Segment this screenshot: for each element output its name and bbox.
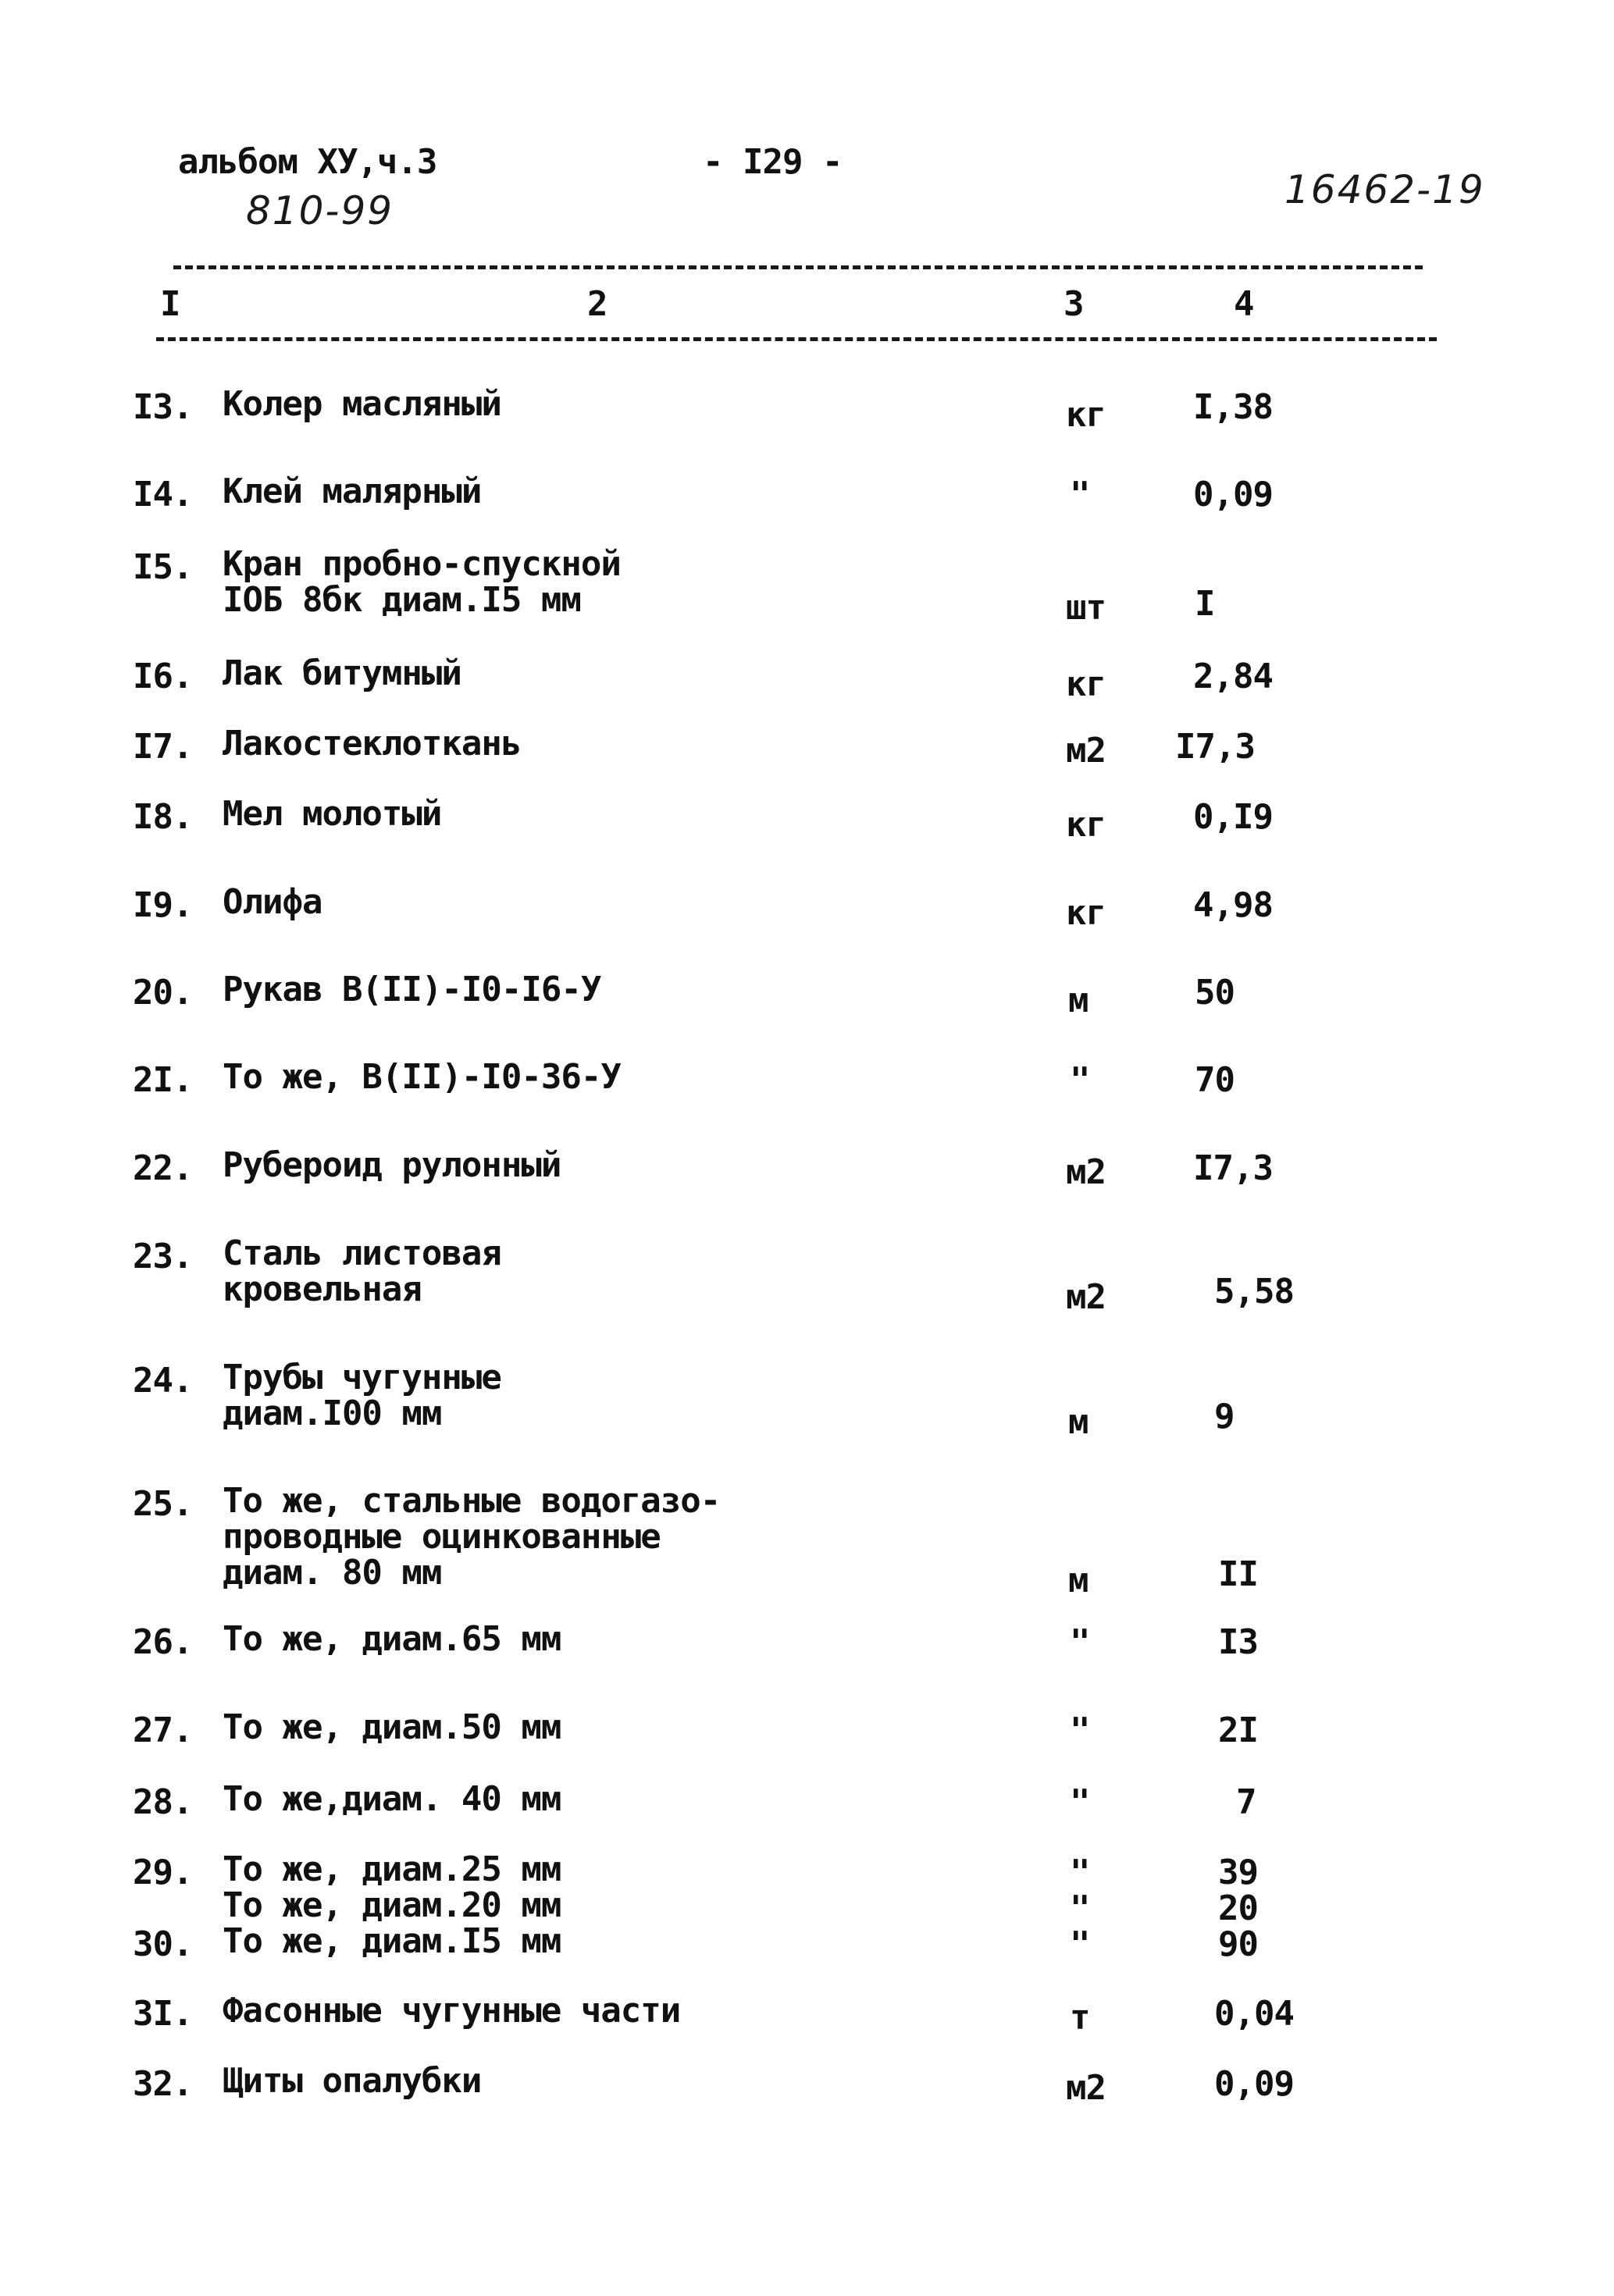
row-description <box>223 474 481 510</box>
row-description-line: диам. 80 мм <box>223 1553 442 1593</box>
row-unit: м2 <box>1066 1152 1106 1192</box>
row-number: 23. <box>133 1237 193 1276</box>
row-quantity: 0,09 <box>1193 475 1273 514</box>
column-header-3: 3 <box>1064 284 1084 324</box>
row-quantity: 2I <box>1218 1710 1258 1750</box>
column-header-1: I <box>160 284 180 324</box>
row-number: 27. <box>133 1710 193 1750</box>
column-header-2: 2 <box>587 284 607 324</box>
row-description-line: То же, диам.65 мм <box>223 1619 561 1659</box>
column-header-4: 4 <box>1234 284 1254 324</box>
row-unit: кг <box>1066 395 1106 435</box>
row-number: 2I. <box>133 1060 193 1100</box>
row-description-line: Сталь листовая <box>223 1233 501 1273</box>
handwritten-code-right: 16462-19 <box>1284 167 1485 212</box>
row-description <box>223 546 621 618</box>
row-unit: " <box>1070 1060 1090 1100</box>
row-description-line: кровельная <box>223 1269 422 1309</box>
row-description-line: Олифа <box>223 882 322 922</box>
row-quantity: 2,84 <box>1193 657 1273 696</box>
row-description <box>223 386 501 422</box>
row-unit: т <box>1070 1998 1090 2038</box>
row-unit: м <box>1068 981 1088 1020</box>
row-number: I9. <box>133 885 193 925</box>
row-description <box>223 1707 561 1747</box>
row-description <box>223 1145 561 1185</box>
row-description-line: Клей малярный <box>223 472 482 511</box>
row-quantity: II <box>1218 1554 1258 1594</box>
row-number: 32. <box>133 2064 193 2104</box>
row-quantity: 5,58 <box>1214 1272 1294 1312</box>
row-description-line: диам.I00 мм <box>223 1394 442 1433</box>
row-number: I6. <box>133 657 193 696</box>
row-description <box>223 1360 501 1432</box>
row-quantity: I <box>1195 584 1215 624</box>
row-number: I5. <box>133 547 193 587</box>
row-description-line: Лакостеклоткань <box>223 724 522 764</box>
row-description-line: Щиты опалубки <box>223 2061 482 2101</box>
handwritten-code-left: 810-99 <box>246 188 394 233</box>
row-description-line: То же, диам.I5 мм <box>223 1921 561 1961</box>
row-unit: м2 <box>1066 1277 1106 1317</box>
row-quantity: 0,I9 <box>1193 797 1273 837</box>
row-number: 22. <box>133 1148 193 1188</box>
row-unit: " <box>1070 1853 1090 1892</box>
row-description-line: То же, В(II)-I0-36-У <box>223 1057 621 1097</box>
row-unit: кг <box>1066 664 1106 704</box>
header-top-rule <box>173 265 1423 269</box>
row-description-line: То же,диам. 40 мм <box>223 1779 561 1819</box>
row-quantity: 50 <box>1195 973 1235 1013</box>
row-unit: шт <box>1066 588 1106 628</box>
row-quantity: I7,3 <box>1175 727 1255 767</box>
row-quantity: 20 <box>1218 1888 1258 1928</box>
row-description <box>223 1779 561 1819</box>
row-quantity: 0,04 <box>1214 1994 1294 2034</box>
row-unit: м2 <box>1066 2068 1106 2108</box>
row-description <box>223 1885 561 1925</box>
row-description <box>223 1993 680 2029</box>
row-description <box>223 1233 501 1309</box>
row-unit: м2 <box>1066 731 1106 771</box>
row-description-line: Трубы чугунные <box>223 1358 501 1397</box>
row-unit: м <box>1068 1561 1088 1600</box>
row-number: I4. <box>133 475 193 514</box>
row-number: 29. <box>133 1853 193 1892</box>
row-quantity: 7 <box>1236 1782 1256 1822</box>
row-number: 28. <box>133 1782 193 1822</box>
row-description <box>223 726 521 762</box>
row-description <box>223 1921 561 1961</box>
row-number: 24. <box>133 1361 193 1401</box>
row-description <box>223 2063 481 2099</box>
row-description-line: То же, стальные водогазо- <box>223 1481 721 1521</box>
row-quantity: 0,09 <box>1214 2064 1294 2104</box>
row-description-line: Колер масляный <box>223 384 501 424</box>
row-description-line: Кран пробно-спускной <box>223 544 621 584</box>
row-number: 20. <box>133 973 193 1013</box>
row-number: I3. <box>133 387 193 427</box>
row-description <box>223 1849 561 1889</box>
row-number: 3I. <box>133 1994 193 2034</box>
row-quantity: I7,3 <box>1193 1148 1273 1188</box>
row-description-line: То же, диам.20 мм <box>223 1885 561 1925</box>
row-unit: " <box>1070 1924 1090 1964</box>
row-unit: кг <box>1066 893 1106 933</box>
row-description-line: IOБ 8бк диам.I5 мм <box>223 580 581 620</box>
row-number: I7. <box>133 727 193 767</box>
row-description-line: Рукав В(II)-I0-I6-У <box>223 970 601 1009</box>
row-unit: " <box>1070 1622 1090 1662</box>
page-number: - I29 - <box>703 142 843 182</box>
row-description-line: То же, диам.50 мм <box>223 1707 561 1747</box>
row-description <box>223 1059 621 1095</box>
row-description-line: Фасонные чугунные части <box>223 1991 681 2031</box>
row-number: 25. <box>133 1484 193 1524</box>
row-description <box>223 972 600 1008</box>
row-unit: " <box>1070 1782 1090 1822</box>
row-quantity: I3 <box>1218 1622 1258 1662</box>
row-description-line: проводные оцинкованные <box>223 1517 661 1557</box>
row-number: I8. <box>133 797 193 837</box>
album-reference: альбом ХУ,ч.3 <box>178 142 437 182</box>
row-description-line: Рубероид рулонный <box>223 1145 561 1185</box>
row-description-line: То же, диам.25 мм <box>223 1849 561 1889</box>
row-unit: кг <box>1066 805 1106 845</box>
row-quantity: 70 <box>1195 1060 1235 1100</box>
header-bottom-rule <box>156 337 1437 341</box>
row-quantity: 39 <box>1218 1853 1258 1892</box>
row-description-line: Мел молотый <box>223 794 442 834</box>
row-description-line: Лак битумный <box>223 653 461 693</box>
row-number: 26. <box>133 1622 193 1662</box>
row-description <box>223 1621 561 1657</box>
row-quantity: 9 <box>1214 1397 1235 1436</box>
row-number: 30. <box>133 1924 193 1964</box>
row-unit: " <box>1070 1710 1090 1750</box>
row-unit: м <box>1068 1402 1088 1442</box>
row-description <box>223 1483 720 1591</box>
row-quantity: 90 <box>1218 1924 1258 1964</box>
row-description <box>223 796 441 832</box>
row-description <box>223 882 322 922</box>
row-description <box>223 653 461 693</box>
row-quantity: 4,98 <box>1193 885 1273 925</box>
row-unit: " <box>1070 475 1090 514</box>
row-unit: " <box>1070 1888 1090 1928</box>
row-quantity: I,38 <box>1193 387 1273 427</box>
